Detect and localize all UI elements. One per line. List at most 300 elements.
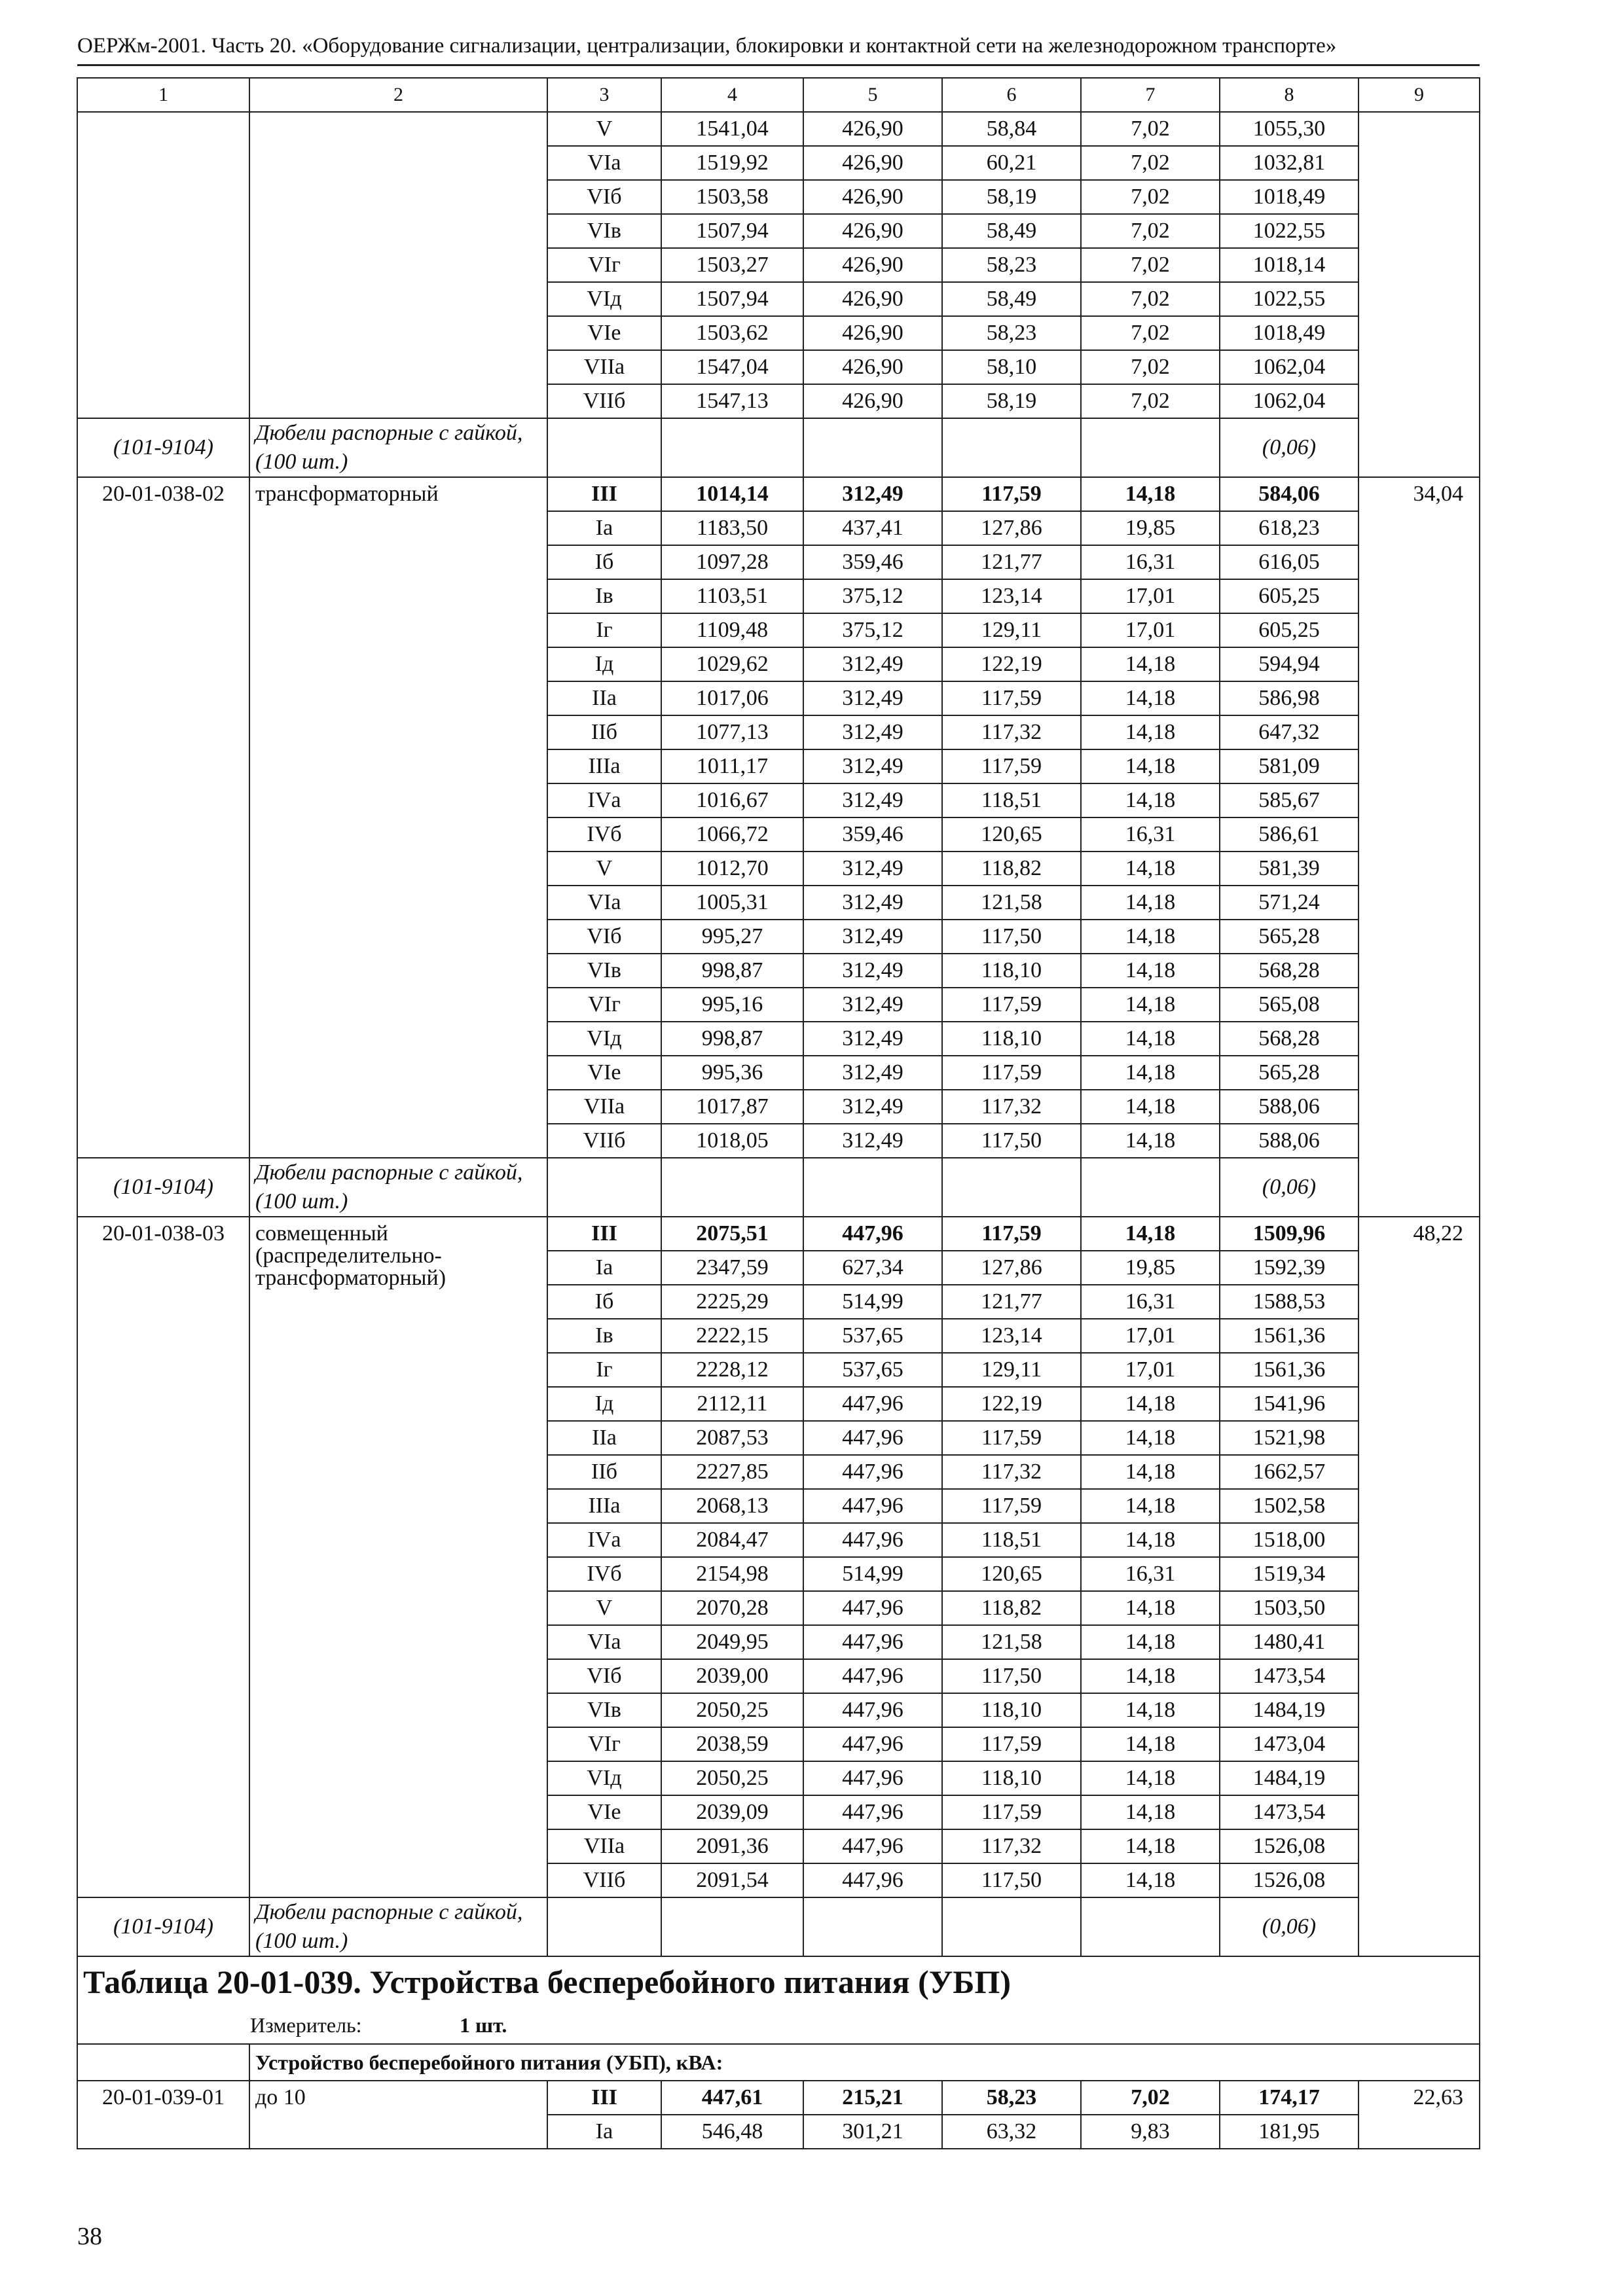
value-cell: 568,28 bbox=[1220, 954, 1359, 988]
column-number: 8 bbox=[1220, 78, 1359, 112]
value-cell: 14,18 bbox=[1081, 1022, 1220, 1056]
value-cell: 63,32 bbox=[942, 2115, 1081, 2149]
table-row bbox=[77, 1217, 1480, 1251]
value-cell: 60,21 bbox=[942, 146, 1081, 180]
value-cell: 2227,85 bbox=[661, 1455, 803, 1489]
rate-code: 20-01-039-01 bbox=[77, 2081, 249, 2149]
value-cell: 1561,36 bbox=[1220, 1319, 1359, 1353]
zone-cell: V bbox=[547, 112, 661, 146]
value-cell: 1480,41 bbox=[1220, 1625, 1359, 1659]
value-cell: 14,18 bbox=[1081, 920, 1220, 954]
value-cell: 1062,04 bbox=[1220, 350, 1359, 384]
value-cell: 58,23 bbox=[942, 248, 1081, 282]
value-cell: 117,59 bbox=[942, 1795, 1081, 1829]
value-cell: 7,02 bbox=[1081, 282, 1220, 316]
value-cell: 117,32 bbox=[942, 1829, 1081, 1863]
zone-cell: VIб bbox=[547, 920, 661, 954]
empty-cell bbox=[1081, 418, 1220, 477]
value-cell: 14,18 bbox=[1081, 1489, 1220, 1523]
zone-cell: Iв bbox=[547, 579, 661, 613]
value-cell: 14,18 bbox=[1081, 1591, 1220, 1625]
value-cell: 117,32 bbox=[942, 1455, 1081, 1489]
value-cell: 1507,94 bbox=[661, 214, 803, 248]
value-cell: 7,02 bbox=[1081, 180, 1220, 214]
value-cell: 129,11 bbox=[942, 1353, 1081, 1387]
col9-value: 48,22 bbox=[1359, 1217, 1480, 1956]
value-cell: 1012,70 bbox=[661, 852, 803, 886]
value-cell: 2222,15 bbox=[661, 1319, 803, 1353]
resource-value: (0,06) bbox=[1220, 418, 1359, 477]
value-cell: 565,28 bbox=[1220, 1056, 1359, 1090]
zone-cell: VIе bbox=[547, 1795, 661, 1829]
value-cell: 58,19 bbox=[942, 384, 1081, 418]
value-cell: 426,90 bbox=[803, 350, 942, 384]
value-cell: 426,90 bbox=[803, 248, 942, 282]
value-cell: 118,82 bbox=[942, 852, 1081, 886]
value-cell: 2070,28 bbox=[661, 1591, 803, 1625]
value-cell: 14,18 bbox=[1081, 1693, 1220, 1727]
value-cell: 7,02 bbox=[1081, 316, 1220, 350]
value-cell: 2039,00 bbox=[661, 1659, 803, 1693]
value-cell: 447,96 bbox=[803, 1455, 942, 1489]
column-number: 9 bbox=[1359, 78, 1480, 112]
resource-code: (101-9104) bbox=[77, 1158, 249, 1217]
value-cell: 568,28 bbox=[1220, 1022, 1359, 1056]
value-cell: 1518,00 bbox=[1220, 1523, 1359, 1557]
zone-cell: IIб bbox=[547, 715, 661, 749]
value-cell: 14,18 bbox=[1081, 647, 1220, 681]
value-cell: 426,90 bbox=[803, 146, 942, 180]
value-cell: 117,59 bbox=[942, 681, 1081, 715]
value-cell: 58,49 bbox=[942, 282, 1081, 316]
column-number: 2 bbox=[249, 78, 547, 112]
note-row bbox=[77, 1158, 1480, 1217]
zone-cell: III bbox=[547, 1217, 661, 1251]
value-cell: 122,19 bbox=[942, 1387, 1081, 1421]
value-cell: 537,65 bbox=[803, 1353, 942, 1387]
value-cell: 129,11 bbox=[942, 613, 1081, 647]
value-cell: 1011,17 bbox=[661, 749, 803, 783]
zone-cell: Iа bbox=[547, 1251, 661, 1285]
value-cell: 1484,19 bbox=[1220, 1693, 1359, 1727]
value-cell: 121,58 bbox=[942, 886, 1081, 920]
value-cell: 1018,49 bbox=[1220, 316, 1359, 350]
empty-cell bbox=[942, 418, 1081, 477]
empty-cell bbox=[1081, 1897, 1220, 1956]
zone-cell: Iг bbox=[547, 613, 661, 647]
value-cell: 14,18 bbox=[1081, 1523, 1220, 1557]
rate-code: 20-01-038-03 bbox=[77, 1217, 249, 1897]
value-cell: 2112,11 bbox=[661, 1387, 803, 1421]
group-title: Устройство бесперебойного питания (УБП), кВА: bbox=[249, 2044, 1480, 2081]
zone-cell: VIIа bbox=[547, 1829, 661, 1863]
value-cell: 1055,30 bbox=[1220, 112, 1359, 146]
zone-cell: VIIб bbox=[547, 384, 661, 418]
value-cell: 1526,08 bbox=[1220, 1863, 1359, 1897]
value-cell: 312,49 bbox=[803, 1022, 942, 1056]
value-cell: 447,96 bbox=[803, 1523, 942, 1557]
value-cell: 2039,09 bbox=[661, 1795, 803, 1829]
value-cell: 1519,92 bbox=[661, 146, 803, 180]
table-title-row bbox=[77, 1956, 1480, 2006]
value-cell: 118,51 bbox=[942, 1523, 1081, 1557]
value-cell: 647,32 bbox=[1220, 715, 1359, 749]
zone-cell: VIв bbox=[547, 214, 661, 248]
value-cell: 14,18 bbox=[1081, 681, 1220, 715]
value-cell: 117,50 bbox=[942, 1659, 1081, 1693]
value-cell: 7,02 bbox=[1081, 146, 1220, 180]
zone-cell: Iд bbox=[547, 647, 661, 681]
value-cell: 1541,96 bbox=[1220, 1387, 1359, 1421]
zone-cell: VIа bbox=[547, 1625, 661, 1659]
zone-cell: VIб bbox=[547, 180, 661, 214]
value-cell: 312,49 bbox=[803, 886, 942, 920]
zone-cell: Iб bbox=[547, 545, 661, 579]
value-cell: 7,02 bbox=[1081, 2081, 1220, 2115]
column-number: 4 bbox=[661, 78, 803, 112]
value-cell: 375,12 bbox=[803, 613, 942, 647]
zone-cell: VIа bbox=[547, 146, 661, 180]
rate-name: совмещенный (распределительно-трансформаторный) bbox=[249, 1217, 547, 1897]
value-cell: 117,50 bbox=[942, 1863, 1081, 1897]
value-cell: 117,59 bbox=[942, 1421, 1081, 1455]
value-cell: 359,46 bbox=[803, 545, 942, 579]
value-cell: 1541,04 bbox=[661, 112, 803, 146]
value-cell: 375,12 bbox=[803, 579, 942, 613]
value-cell: 585,67 bbox=[1220, 783, 1359, 817]
value-cell: 998,87 bbox=[661, 954, 803, 988]
resource-name: Дюбели распорные с гайкой, (100 шт.) bbox=[249, 1158, 547, 1217]
zone-cell: VIв bbox=[547, 1693, 661, 1727]
value-cell: 117,59 bbox=[942, 1727, 1081, 1761]
value-cell: 1005,31 bbox=[661, 886, 803, 920]
value-cell: 447,96 bbox=[803, 1625, 942, 1659]
value-cell: 174,17 bbox=[1220, 2081, 1359, 2115]
value-cell: 447,96 bbox=[803, 1217, 942, 1251]
value-cell: 118,10 bbox=[942, 954, 1081, 988]
empty-cell bbox=[942, 1897, 1081, 1956]
measure-row bbox=[77, 2006, 1480, 2044]
value-cell: 1592,39 bbox=[1220, 1251, 1359, 1285]
column-number: 3 bbox=[547, 78, 661, 112]
value-cell: 58,23 bbox=[942, 2081, 1081, 2115]
table-row bbox=[77, 477, 1480, 511]
value-cell: 14,18 bbox=[1081, 783, 1220, 817]
value-cell: 14,18 bbox=[1081, 1863, 1220, 1897]
value-cell: 14,18 bbox=[1081, 1659, 1220, 1693]
value-cell: 1018,14 bbox=[1220, 248, 1359, 282]
running-header: ОЕРЖм-2001. Часть 20. «Оборудование сигнализации, централизации, блокировки и контактной сети на железнодорожном транспорте» bbox=[77, 33, 1480, 66]
value-cell: 1662,57 bbox=[1220, 1455, 1359, 1489]
value-cell: 118,82 bbox=[942, 1591, 1081, 1625]
value-cell: 123,14 bbox=[942, 1319, 1081, 1353]
value-cell: 58,49 bbox=[942, 214, 1081, 248]
measure-label: Измеритель: bbox=[250, 2013, 362, 2037]
value-cell: 14,18 bbox=[1081, 886, 1220, 920]
value-cell: 1509,96 bbox=[1220, 1217, 1359, 1251]
value-cell: 1484,19 bbox=[1220, 1761, 1359, 1795]
value-cell: 14,18 bbox=[1081, 477, 1220, 511]
value-cell: 1032,81 bbox=[1220, 146, 1359, 180]
value-cell: 58,19 bbox=[942, 180, 1081, 214]
resource-value: (0,06) bbox=[1220, 1158, 1359, 1217]
value-cell: 121,77 bbox=[942, 1285, 1081, 1319]
empty-cell bbox=[661, 1158, 803, 1217]
value-cell: 447,61 bbox=[661, 2081, 803, 2115]
value-cell: 120,65 bbox=[942, 817, 1081, 852]
value-cell: 117,59 bbox=[942, 477, 1081, 511]
value-cell: 1503,50 bbox=[1220, 1591, 1359, 1625]
value-cell: 2050,25 bbox=[661, 1693, 803, 1727]
rate-name: до 10 bbox=[249, 2081, 547, 2149]
value-cell: 588,06 bbox=[1220, 1124, 1359, 1158]
zone-cell: VIг bbox=[547, 988, 661, 1022]
zone-cell: Iа bbox=[547, 511, 661, 545]
value-cell: 2225,29 bbox=[661, 1285, 803, 1319]
measure-value: 1 шт. bbox=[460, 2013, 507, 2037]
zone-cell: IIIа bbox=[547, 749, 661, 783]
value-cell: 447,96 bbox=[803, 1387, 942, 1421]
resource-code: (101-9104) bbox=[77, 1897, 249, 1956]
value-cell: 1502,58 bbox=[1220, 1489, 1359, 1523]
value-cell: 14,18 bbox=[1081, 1124, 1220, 1158]
zone-cell: VIв bbox=[547, 954, 661, 988]
value-cell: 998,87 bbox=[661, 1022, 803, 1056]
measure bbox=[77, 2006, 1480, 2044]
zone-cell: V bbox=[547, 1591, 661, 1625]
value-cell: 605,25 bbox=[1220, 579, 1359, 613]
zone-cell: VIг bbox=[547, 248, 661, 282]
value-cell: 2347,59 bbox=[661, 1251, 803, 1285]
value-cell: 447,96 bbox=[803, 1693, 942, 1727]
value-cell: 437,41 bbox=[803, 511, 942, 545]
value-cell: 1521,98 bbox=[1220, 1421, 1359, 1455]
value-cell: 14,18 bbox=[1081, 1217, 1220, 1251]
value-cell: 584,06 bbox=[1220, 477, 1359, 511]
value-cell: 2075,51 bbox=[661, 1217, 803, 1251]
zone-cell: IIIа bbox=[547, 1489, 661, 1523]
value-cell: 581,09 bbox=[1220, 749, 1359, 783]
value-cell: 1526,08 bbox=[1220, 1829, 1359, 1863]
note-row bbox=[77, 418, 1480, 477]
resource-value: (0,06) bbox=[1220, 1897, 1359, 1956]
value-cell: 1503,58 bbox=[661, 180, 803, 214]
empty-cell bbox=[547, 418, 661, 477]
value-cell: 2154,98 bbox=[661, 1557, 803, 1591]
value-cell: 1018,05 bbox=[661, 1124, 803, 1158]
zone-cell: VIIб bbox=[547, 1863, 661, 1897]
value-cell: 58,84 bbox=[942, 112, 1081, 146]
value-cell: 1029,62 bbox=[661, 647, 803, 681]
empty-code-cell bbox=[77, 112, 249, 418]
rate-code: 20-01-038-02 bbox=[77, 477, 249, 1158]
empty-cell bbox=[1081, 1158, 1220, 1217]
value-cell: 1022,55 bbox=[1220, 282, 1359, 316]
value-cell: 565,08 bbox=[1220, 988, 1359, 1022]
column-number: 5 bbox=[803, 78, 942, 112]
value-cell: 571,24 bbox=[1220, 886, 1359, 920]
value-cell: 2068,13 bbox=[661, 1489, 803, 1523]
zone-cell: VIIа bbox=[547, 1090, 661, 1124]
value-cell: 1503,62 bbox=[661, 316, 803, 350]
empty-cell bbox=[547, 1158, 661, 1217]
value-cell: 117,59 bbox=[942, 988, 1081, 1022]
value-cell: 447,96 bbox=[803, 1489, 942, 1523]
value-cell: 118,51 bbox=[942, 783, 1081, 817]
empty-cell bbox=[803, 418, 942, 477]
zone-cell: IIа bbox=[547, 681, 661, 715]
value-cell: 1017,06 bbox=[661, 681, 803, 715]
value-cell: 16,31 bbox=[1081, 1285, 1220, 1319]
value-cell: 1066,72 bbox=[661, 817, 803, 852]
value-cell: 426,90 bbox=[803, 384, 942, 418]
zone-cell: VIд bbox=[547, 1761, 661, 1795]
value-cell: 2049,95 bbox=[661, 1625, 803, 1659]
value-cell: 14,18 bbox=[1081, 1455, 1220, 1489]
value-cell: 447,96 bbox=[803, 1863, 942, 1897]
value-cell: 588,06 bbox=[1220, 1090, 1359, 1124]
zone-cell: IVа bbox=[547, 783, 661, 817]
value-cell: 426,90 bbox=[803, 316, 942, 350]
value-cell: 447,96 bbox=[803, 1727, 942, 1761]
zone-cell: IVб bbox=[547, 1557, 661, 1591]
value-cell: 2091,54 bbox=[661, 1863, 803, 1897]
resource-name: Дюбели распорные с гайкой, (100 шт.) bbox=[249, 1897, 547, 1956]
value-cell: 546,48 bbox=[661, 2115, 803, 2149]
zone-cell: Iг bbox=[547, 1353, 661, 1387]
value-cell: 16,31 bbox=[1081, 545, 1220, 579]
empty-cell bbox=[803, 1158, 942, 1217]
value-cell: 1473,04 bbox=[1220, 1727, 1359, 1761]
value-cell: 312,49 bbox=[803, 920, 942, 954]
value-cell: 616,05 bbox=[1220, 545, 1359, 579]
value-cell: 9,83 bbox=[1081, 2115, 1220, 2149]
value-cell: 14,18 bbox=[1081, 1829, 1220, 1863]
col9-value: 22,63 bbox=[1359, 2081, 1480, 2149]
value-cell: 312,49 bbox=[803, 1056, 942, 1090]
zone-cell: IVа bbox=[547, 1523, 661, 1557]
note-row bbox=[77, 1897, 1480, 1956]
value-cell: 447,96 bbox=[803, 1591, 942, 1625]
column-number: 1 bbox=[77, 78, 249, 112]
value-cell: 618,23 bbox=[1220, 511, 1359, 545]
value-cell: 312,49 bbox=[803, 852, 942, 886]
value-cell: 426,90 bbox=[803, 282, 942, 316]
value-cell: 1103,51 bbox=[661, 579, 803, 613]
value-cell: 7,02 bbox=[1081, 350, 1220, 384]
value-cell: 1097,28 bbox=[661, 545, 803, 579]
zone-cell: Iб bbox=[547, 1285, 661, 1319]
value-cell: 14,18 bbox=[1081, 1421, 1220, 1455]
estimate-table bbox=[77, 77, 1480, 2149]
empty-cell bbox=[661, 418, 803, 477]
value-cell: 120,65 bbox=[942, 1557, 1081, 1591]
value-cell: 7,02 bbox=[1081, 214, 1220, 248]
zone-cell: VIб bbox=[547, 1659, 661, 1693]
value-cell: 1017,87 bbox=[661, 1090, 803, 1124]
value-cell: 117,59 bbox=[942, 749, 1081, 783]
page-number: 38 bbox=[77, 2223, 102, 2250]
value-cell: 312,49 bbox=[803, 1124, 942, 1158]
zone-cell: IIб bbox=[547, 1455, 661, 1489]
value-cell: 605,25 bbox=[1220, 613, 1359, 647]
value-cell: 1561,36 bbox=[1220, 1353, 1359, 1387]
value-cell: 312,49 bbox=[803, 783, 942, 817]
zone-cell: VIд bbox=[547, 282, 661, 316]
resource-name: Дюбели распорные с гайкой, (100 шт.) bbox=[249, 418, 547, 477]
value-cell: 14,18 bbox=[1081, 749, 1220, 783]
value-cell: 586,98 bbox=[1220, 681, 1359, 715]
column-number-row bbox=[77, 78, 1480, 112]
value-cell: 7,02 bbox=[1081, 112, 1220, 146]
value-cell: 1077,13 bbox=[661, 715, 803, 749]
value-cell: 127,86 bbox=[942, 1251, 1081, 1285]
empty-col9-cell bbox=[1359, 112, 1480, 477]
value-cell: 118,10 bbox=[942, 1761, 1081, 1795]
zone-cell: III bbox=[547, 477, 661, 511]
value-cell: 117,59 bbox=[942, 1056, 1081, 1090]
table-row bbox=[77, 112, 1480, 146]
value-cell: 581,39 bbox=[1220, 852, 1359, 886]
zone-cell: Iа bbox=[547, 2115, 661, 2149]
value-cell: 301,21 bbox=[803, 2115, 942, 2149]
value-cell: 1062,04 bbox=[1220, 384, 1359, 418]
table-title: Таблица 20-01-039. Устройства бесперебойного питания (УБП) bbox=[77, 1956, 1480, 2006]
resource-code: (101-9104) bbox=[77, 418, 249, 477]
zone-cell: VIг bbox=[547, 1727, 661, 1761]
empty-name-cell bbox=[249, 112, 547, 418]
value-cell: 514,99 bbox=[803, 1557, 942, 1591]
value-cell: 1022,55 bbox=[1220, 214, 1359, 248]
value-cell: 359,46 bbox=[803, 817, 942, 852]
value-cell: 565,28 bbox=[1220, 920, 1359, 954]
value-cell: 2087,53 bbox=[661, 1421, 803, 1455]
value-cell: 1503,27 bbox=[661, 248, 803, 282]
value-cell: 2091,36 bbox=[661, 1829, 803, 1863]
zone-cell: III bbox=[547, 2081, 661, 2115]
zone-cell: VIе bbox=[547, 316, 661, 350]
empty-cell bbox=[77, 2044, 249, 2081]
value-cell: 117,32 bbox=[942, 715, 1081, 749]
value-cell: 117,50 bbox=[942, 1124, 1081, 1158]
value-cell: 17,01 bbox=[1081, 579, 1220, 613]
value-cell: 426,90 bbox=[803, 180, 942, 214]
value-cell: 995,36 bbox=[661, 1056, 803, 1090]
value-cell: 16,31 bbox=[1081, 1557, 1220, 1591]
value-cell: 1183,50 bbox=[661, 511, 803, 545]
value-cell: 312,49 bbox=[803, 749, 942, 783]
value-cell: 14,18 bbox=[1081, 1387, 1220, 1421]
value-cell: 1473,54 bbox=[1220, 1659, 1359, 1693]
value-cell: 312,49 bbox=[803, 647, 942, 681]
value-cell: 995,27 bbox=[661, 920, 803, 954]
value-cell: 995,16 bbox=[661, 988, 803, 1022]
value-cell: 2084,47 bbox=[661, 1523, 803, 1557]
value-cell: 14,18 bbox=[1081, 1761, 1220, 1795]
value-cell: 1473,54 bbox=[1220, 1795, 1359, 1829]
value-cell: 312,49 bbox=[803, 715, 942, 749]
zone-cell: IIа bbox=[547, 1421, 661, 1455]
value-cell: 118,10 bbox=[942, 1022, 1081, 1056]
empty-cell bbox=[942, 1158, 1081, 1217]
value-cell: 312,49 bbox=[803, 681, 942, 715]
value-cell: 14,18 bbox=[1081, 1090, 1220, 1124]
value-cell: 447,96 bbox=[803, 1659, 942, 1693]
table-row bbox=[77, 2081, 1480, 2115]
value-cell: 121,77 bbox=[942, 545, 1081, 579]
value-cell: 2228,12 bbox=[661, 1353, 803, 1387]
col9-value: 34,04 bbox=[1359, 477, 1480, 1217]
